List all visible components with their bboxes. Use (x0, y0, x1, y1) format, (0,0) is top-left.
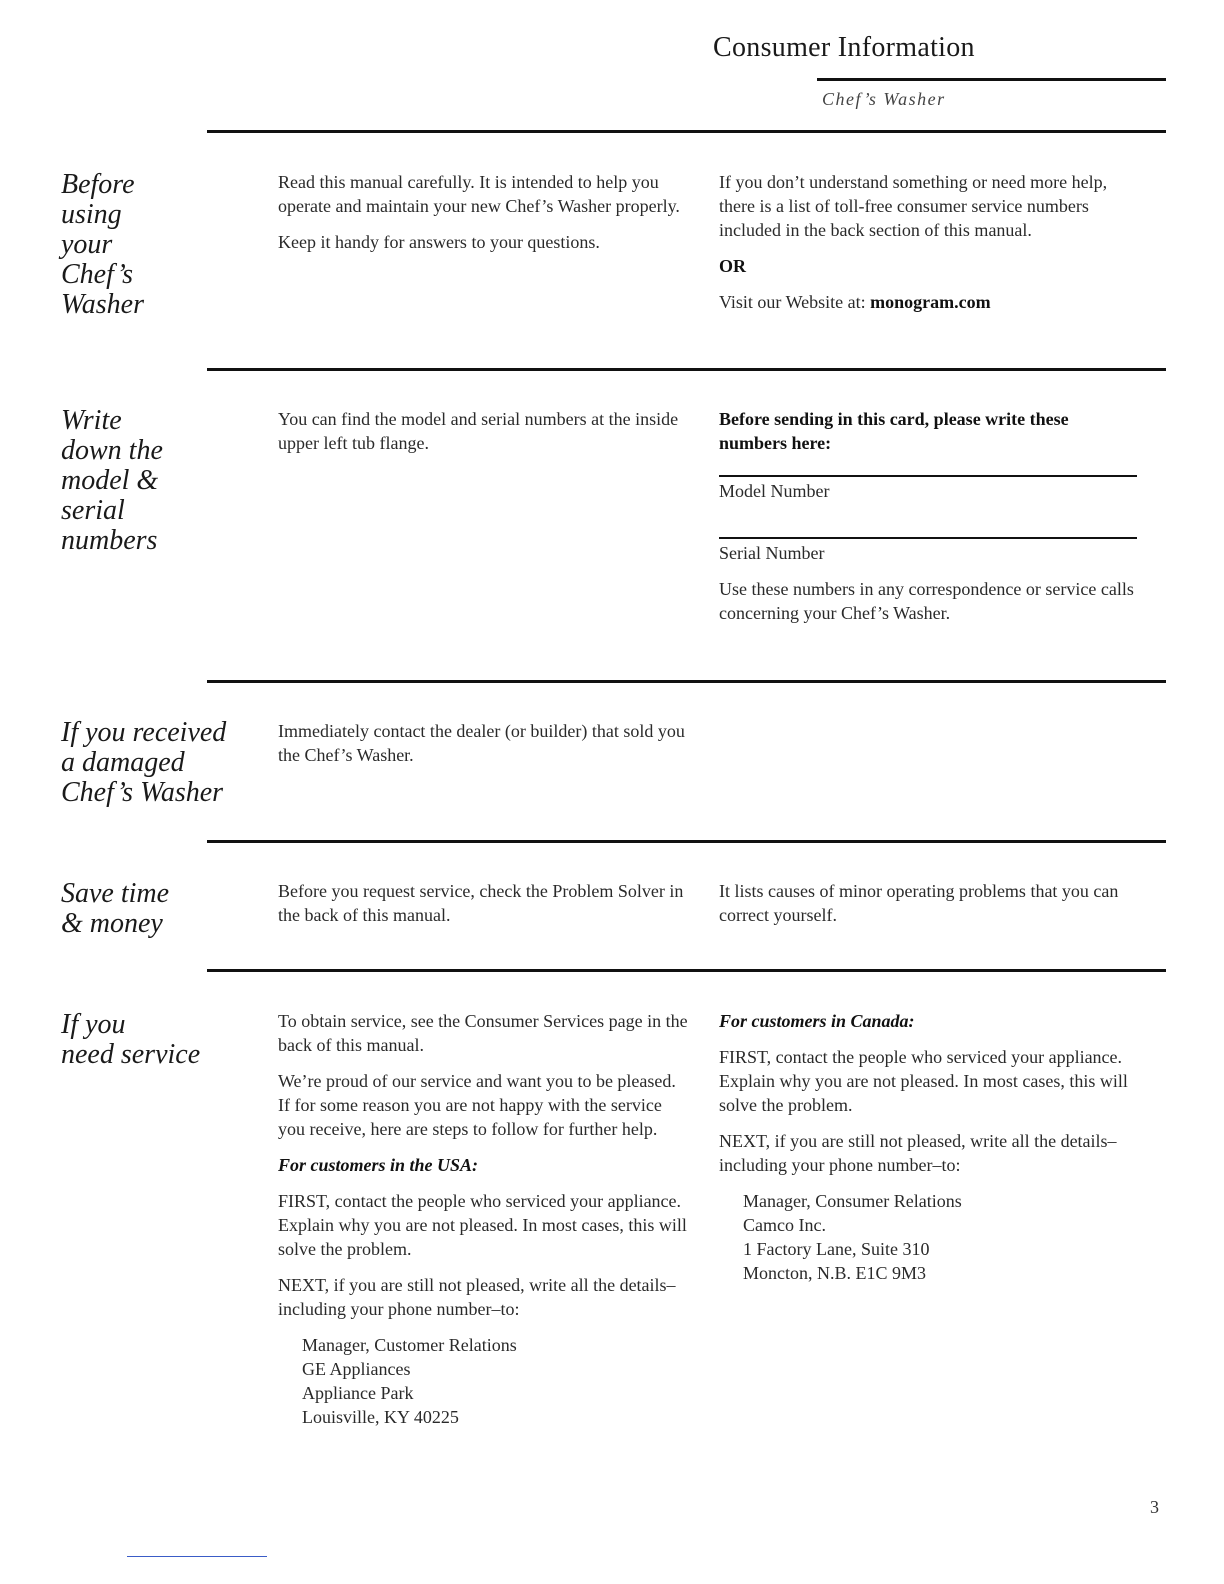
serial-number-label: Serial Number (719, 543, 825, 563)
paragraph: NEXT, if you are still not pleased, write all the details–including your phone number–to: (278, 1275, 676, 1319)
need-service-col2 (719, 1009, 1139, 1285)
page-title: Consumer Information (713, 32, 975, 63)
canada-address: Manager, Consumer Relations Camco Inc. 1 Factory Lane, Suite 310 Moncton, N.B. E1C 9M3 (743, 1191, 962, 1283)
section-heading-save-time: Save time & money (61, 878, 170, 939)
usa-heading: For customers in the USA: (278, 1155, 479, 1175)
paragraph: Read this manual carefully. It is intended to help you operate and maintain your new Chef’s Washer properly. (278, 172, 680, 216)
section-heading-need-service: If you need service (61, 1009, 201, 1070)
section-rule (207, 368, 1166, 371)
paragraph: Before you request service, check the Problem Solver in the back of this manual. (278, 881, 684, 925)
damaged-col1 (278, 719, 688, 779)
paragraph: It lists causes of minor operating problems that you can correct yourself. (719, 881, 1119, 925)
section-rule (207, 840, 1166, 843)
usa-address: Manager, Customer Relations GE Appliances Appliance Park Louisville, KY 40225 (302, 1335, 517, 1427)
write-down-col2 (719, 407, 1139, 637)
paragraph: To obtain service, see the Consumer Services page in the back of this manual. (278, 1011, 688, 1055)
section-rule (207, 680, 1166, 683)
paragraph: Before sending in this card, please write these numbers here: (719, 409, 1069, 453)
section-heading-damaged: If you received a damaged Chef’s Washer (61, 717, 227, 808)
paragraph: FIRST, contact the people who serviced your appliance. Explain why you are not pleased. In most cases, this will solve the problem. (719, 1047, 1128, 1115)
section-rule (207, 130, 1166, 133)
model-number-label: Model Number (719, 481, 830, 501)
page-subtitle: Chef’s Washer (822, 89, 946, 109)
or-label: OR (719, 256, 746, 276)
before-using-col1 (278, 170, 688, 266)
canada-heading: For customers in Canada: (719, 1011, 915, 1031)
paragraph: Keep it handy for answers to your questions. (278, 232, 600, 252)
website-line: Visit our Website at: monogram.com (719, 292, 991, 312)
need-service-col1 (278, 1009, 688, 1429)
section-heading-before-using: Before using your Chef’s Washer (61, 169, 144, 320)
bottom-link-underline (127, 1556, 267, 1557)
page-number: 3 (1150, 1497, 1159, 1517)
paragraph: If you don’t understand something or need more help, there is a list of toll-free consumer service numbers included in the back section of this manual. (719, 172, 1108, 240)
website-link[interactable]: monogram.com (870, 292, 991, 312)
paragraph: We’re proud of our service and want you to be pleased. If for some reason you are not happy with the service you receive, here are steps to follow for further help. (278, 1071, 676, 1139)
paragraph: Use these numbers in any correspondence or service calls concerning your Chef’s Washer. (719, 579, 1134, 623)
paragraph: FIRST, contact the people who serviced your appliance. Explain why you are not pleased. In most cases, this will solve the problem. (278, 1191, 687, 1259)
before-using-col2 (719, 170, 1139, 326)
section-heading-write-down: Write down the model & serial numbers (61, 405, 163, 556)
paragraph: NEXT, if you are still not pleased, write all the details–including your phone number–to: (719, 1131, 1117, 1175)
save-time-col1 (278, 879, 688, 939)
model-number-field[interactable] (719, 475, 1137, 477)
paragraph: Immediately contact the dealer (or builder) that sold you the Chef’s Washer. (278, 721, 685, 765)
save-time-col2 (719, 879, 1139, 939)
serial-number-field[interactable] (719, 537, 1137, 539)
header-rule (817, 78, 1166, 81)
section-rule (207, 969, 1166, 972)
write-down-col1 (278, 407, 688, 467)
paragraph: You can find the model and serial numbers at the inside upper left tub flange. (278, 409, 679, 453)
